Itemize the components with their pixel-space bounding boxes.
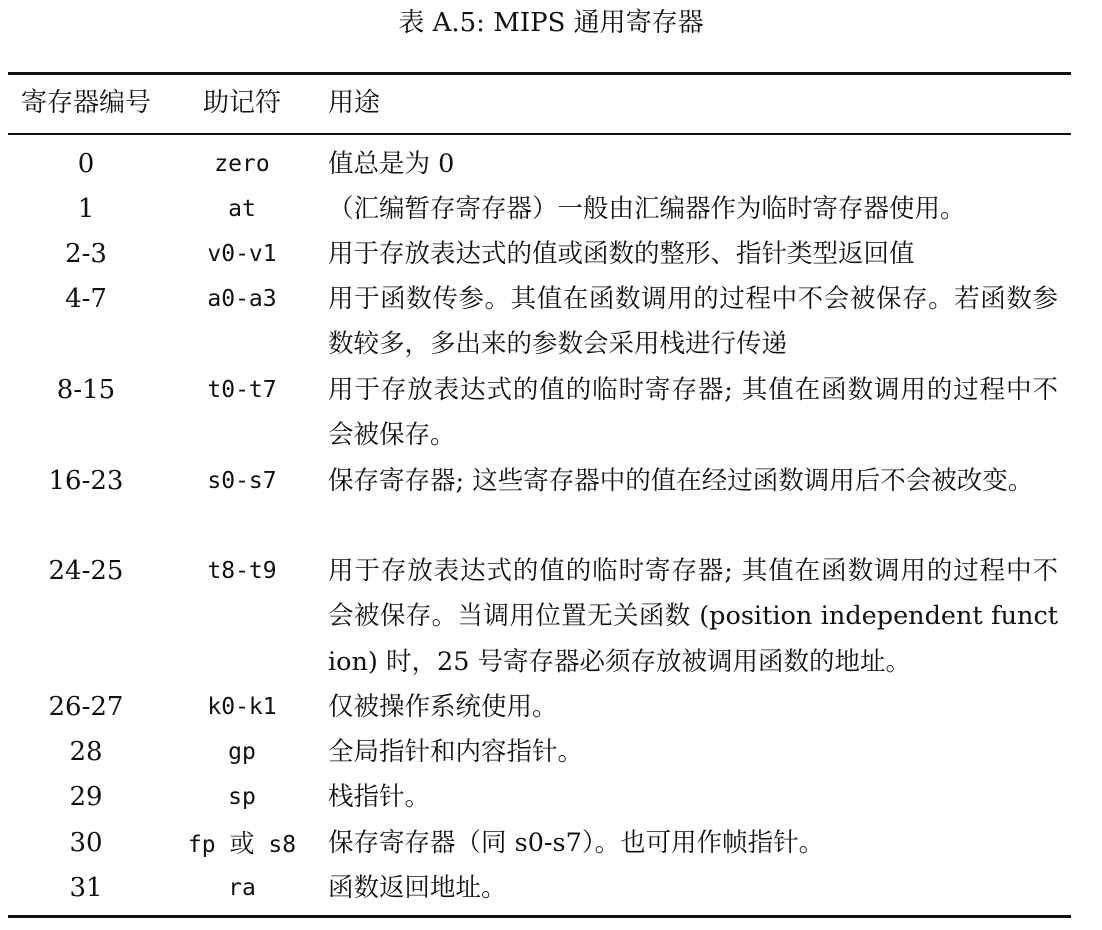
register-mnemonic: k0-k1 bbox=[207, 694, 277, 720]
register-usage: 用于函数传参。其值在函数调用的过程中不会被保存。若函数参数较多，多出来的参数会采用栈进行传递 bbox=[328, 284, 1058, 360]
register-usage: 栈指针。 bbox=[328, 782, 431, 812]
register-mnemonic: at bbox=[228, 196, 256, 222]
register-mnemonic: t0-t7 bbox=[207, 377, 277, 403]
register-mnemonic: sp bbox=[228, 784, 256, 810]
header-rule bbox=[8, 133, 1071, 135]
register-number: 24-25 bbox=[48, 556, 124, 586]
register-number: 4-7 bbox=[65, 284, 107, 314]
register-usage: 保存寄存器; 这些寄存器中的值在经过函数调用后不会被改变。 bbox=[328, 466, 1034, 496]
register-mnemonic: a0-a3 bbox=[207, 286, 277, 312]
register-number: 2-3 bbox=[65, 239, 107, 269]
register-mnemonic: v0-v1 bbox=[207, 241, 277, 267]
bottom-rule bbox=[8, 915, 1071, 918]
register-mnemonic: ra bbox=[228, 875, 256, 901]
register-usage: 保存寄存器（同 s0-s7）。也可用作帧指针。 bbox=[328, 828, 825, 858]
register-mnemonic-alt: s8 bbox=[268, 832, 297, 858]
table-caption: 表 A.5: MIPS 通用寄存器 bbox=[398, 8, 704, 38]
register-number: 29 bbox=[69, 782, 103, 812]
header-usage: 用途 bbox=[328, 88, 381, 118]
register-usage: 仅被操作系统使用。 bbox=[328, 692, 558, 722]
register-mnemonic: s0-s7 bbox=[207, 468, 277, 494]
register-number: 1 bbox=[77, 194, 95, 224]
register-mnemonic: fp bbox=[187, 832, 216, 858]
register-number: 30 bbox=[69, 828, 103, 858]
register-number: 28 bbox=[69, 737, 103, 767]
register-usage: 值总是为 0 bbox=[328, 149, 455, 179]
register-mnemonic: gp bbox=[228, 739, 256, 765]
register-mnemonic: zero bbox=[214, 151, 270, 177]
register-usage: 用于存放表达式的值的临时寄存器; 其值在函数调用的过程中不会被保存。 bbox=[328, 375, 1058, 451]
register-mnemonic-group bbox=[172, 821, 312, 868]
mnemonic-or-word: 或 bbox=[229, 829, 255, 858]
register-usage: 用于存放表达式的值的临时寄存器; 其值在函数调用的过程中不会被保存。当调用位置无关函数 (position independent function) 时，25 号寄存器必须存放被调用函数的地址。 bbox=[328, 556, 1058, 677]
register-number: 16-23 bbox=[48, 466, 124, 496]
register-usage: 用于存放表达式的值或函数的整形、指针类型返回值 bbox=[328, 239, 915, 269]
register-number: 8-15 bbox=[56, 375, 116, 405]
top-rule bbox=[8, 72, 1071, 75]
register-mnemonic: t8-t9 bbox=[207, 558, 277, 584]
register-usage: （汇编暂存寄存器）一般由汇编器作为临时寄存器使用。 bbox=[328, 194, 966, 224]
register-usage: 全局指针和内容指针。 bbox=[328, 737, 584, 767]
header-register-number: 寄存器编号 bbox=[20, 88, 151, 118]
register-number: 26-27 bbox=[48, 692, 124, 722]
register-number: 0 bbox=[77, 149, 95, 179]
header-mnemonic: 助记符 bbox=[202, 88, 281, 118]
register-usage: 函数返回地址。 bbox=[328, 873, 507, 903]
register-number: 31 bbox=[69, 873, 103, 903]
